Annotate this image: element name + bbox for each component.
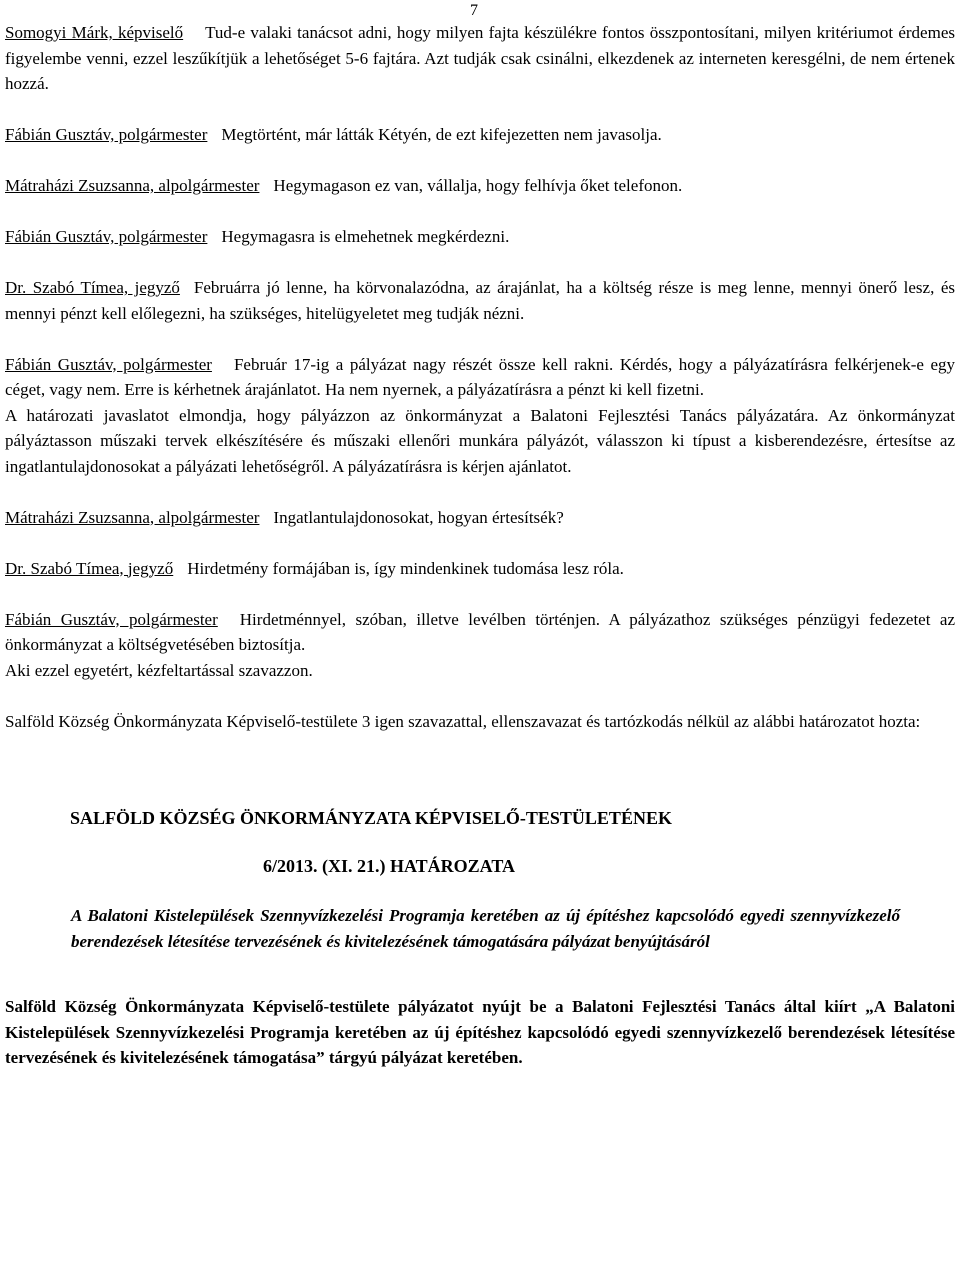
page-number: 7 <box>470 2 478 19</box>
minutes-paragraph <box>5 173 955 199</box>
statement-text: Hegymagason ez van, vállalja, hogy felhívja őket telefonon. <box>273 176 683 195</box>
statement-text: Hegymagasra is elmehetnek megkérdezni. <box>221 227 510 246</box>
resolution-number: 6/2013. (XI. 21.) HATÁROZATA <box>263 855 515 876</box>
speaker-name: Fábián Gusztáv, polgármester <box>5 609 218 629</box>
statement-text: Hirdetmény formájában is, így mindenkinek tudomása lesz róla. <box>187 558 624 578</box>
speaker-name: Somogyi Márk, képviselő <box>5 23 184 42</box>
minutes-paragraph <box>5 224 955 250</box>
statement-text: Február 17-ig a pályázat nagy részét össze kell rakni. Kérdés, hogy a pályázatírásra felkérjenek-e egy céget, vagy nem. Erre is kérhetnek árajánlatot. Ha nem nyernek, a pályázatírásra a pénzt ki kell fizetni. <box>5 354 955 399</box>
statement-text: Megtörtént, már látták Kétyén, de ezt kifejezetten nem javasolja. <box>221 125 662 144</box>
statement-text: Februárra jó lenne, ha körvonalazódna, az árajánlat, ha a költség része is meg lenne, mennyi önerő lesz, és mennyi pénzt kell előlegezni, ha szükséges, hitelügyeletet meg tudják nézni. <box>5 278 955 323</box>
resolution-title: SALFÖLD KÖZSÉG ÖNKORMÁNYZATA KÉPVISELŐ-TESTÜLETÉNEK <box>70 808 672 828</box>
minutes-paragraph <box>5 505 955 531</box>
minutes-paragraph <box>5 556 955 582</box>
minutes-paragraph <box>5 122 955 148</box>
minutes-paragraph <box>5 607 955 658</box>
speaker-name: Fábián Gusztáv, polgármester <box>5 227 208 246</box>
document-body <box>5 20 955 1071</box>
speaker-name: Fábián Gusztáv, polgármester <box>5 354 212 374</box>
statement-text: Hirdetménnyel, szóban, illetve levélben történjen. A pályázathoz szükséges pénzügyi fedezetet az önkormányzat a költségvetésében biztosítja. <box>5 609 955 654</box>
speaker-name: Mátraházi Zsuzsanna, alpolgármester <box>5 507 260 527</box>
speaker-name: Fábián Gusztáv, polgármester <box>5 125 208 144</box>
vote-result-paragraph: Salföld Község Önkormányzata Képviselő-testülete 3 igen szavazattal, ellenszavazat és tartózkodás nélkül az alábbi határozatot hozta: <box>5 711 921 731</box>
statement-text: Tud-e valaki tanácsot adni, hogy milyen fajta készülékre fontos összpontosítani, milyen kritériumot érdemes figyelembe venni, ezzel leszűkítjük a lehetőséget 5-6 fajtára. Azt tudják csak csinálni, elkezdenek az interneten keresgélni, de nem értenek hozzá. <box>5 23 955 93</box>
speaker-name: Dr. Szabó Tímea, jegyző <box>5 558 174 578</box>
minutes-paragraph <box>5 20 955 97</box>
minutes-paragraph <box>5 352 955 403</box>
minutes-paragraph: A határozati javaslatot elmondja, hogy pályázzon az önkormányzat a Balatoni Fejlesztési Tanács pályázatára. Az önkormányzat pályáztasson műszaki tervek elkészítésére és műszaki ellenőri munkára pályázót, válasszon ki típust a kisberendezésre, értesítse az ingatlantulajdonosokat a pályázati lehetőségről. A pályázatírásra is kérjen ajánlatot. <box>5 405 955 476</box>
resolution-subject: A Balatoni Kistelepülések Szennyvízkezelési Programja keretében az új építéshez kapcsolódó egyedi szennyvízkezelő berendezések létesítése tervezésének és kivitelezésének támogatására pályázat benyújtásáról <box>71 906 900 951</box>
minutes-paragraph: Aki ezzel egyetért, kézfeltartással szavazzon. <box>5 660 313 680</box>
speaker-name: Mátraházi Zsuzsanna, alpolgármester <box>5 176 260 195</box>
statement-text: Ingatlantulajdonosokat, hogyan értesítsék? <box>273 507 564 527</box>
minutes-paragraph <box>5 275 955 326</box>
speaker-name: Dr. Szabó Tímea, jegyző <box>5 278 180 297</box>
resolution-body: Salföld Község Önkormányzata Képviselő-testülete pályázatot nyújt be a Balatoni Fejlesztési Tanács által kiírt „A Balatoni Kistelepülések Szennyvízkezelési Programja keretében az új építéshez kapcsolódó egyedi szennyvízkezelő berendezések létesítése tervezésének és kivitelezésének támogatása” tárgyú pályázat keretében. <box>5 997 955 1067</box>
